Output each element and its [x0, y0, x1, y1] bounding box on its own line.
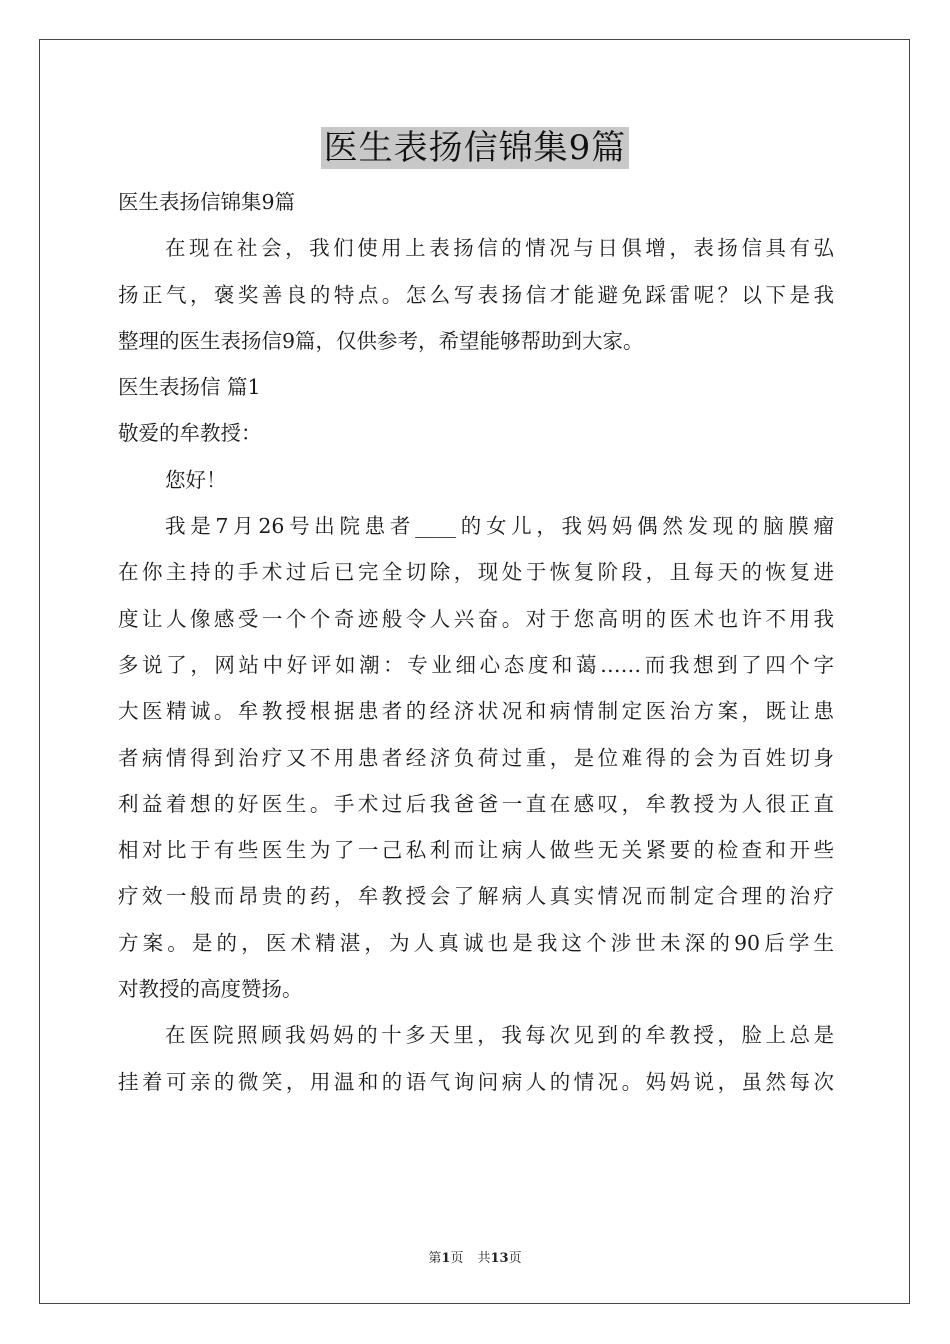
page-title: 医生表扬信锦集9篇: [321, 127, 630, 169]
text-line: 多说了，网站中好评如潮：专业细心态度和蔼……而我想到了四个字: [118, 652, 834, 677]
page-footer: [0, 1247, 950, 1266]
text-line: 挂着可亲的微笑，用温和的语气询问病人的情况。妈妈说，虽然每次: [118, 1069, 834, 1094]
text-line: 者病情得到治疗又不用患者经济负荷过重，是位难得的会为百姓切身: [118, 745, 834, 770]
text-line: 您好！: [165, 467, 227, 492]
text-line: 方案。是的，医术精湛，为人真诚也是我这个涉世未深的90后学生: [118, 930, 834, 955]
text-line: 我是7月26号出院患者____的女儿，我妈妈偶然发现的脑膜瘤: [165, 514, 834, 539]
text-line: 在你主持的手术过后已完全切除，现处于恢复阶段，且每天的恢复进: [118, 560, 834, 585]
document-body: [118, 179, 834, 1105]
title-container: [0, 127, 950, 169]
total-label-prefix: 共: [477, 1251, 491, 1266]
text-line: 疗效一般而昂贵的药，牟教授会了解病人真实情况而制定合理的治疗: [118, 884, 834, 909]
page-number: 1: [441, 1251, 451, 1266]
text-line: 度让人像感受一个个奇迹般令人兴奋。对于您高明的医术也许不用我: [118, 606, 834, 631]
text-line: 利益着想的好医生。手术过后我爸爸一直在感叹，牟教授为人很正直: [118, 791, 834, 816]
page-label-suffix: 页: [450, 1251, 464, 1266]
text-line: 大医精诚。牟教授根据患者的经济状况和病情制定医治方案，既让患: [118, 699, 834, 724]
text-line: 在现在社会，我们使用上表扬信的情况与日俱增，表扬信具有弘: [165, 236, 834, 261]
text-line: 医生表扬信 篇1: [118, 375, 261, 400]
page-label-prefix: 第: [428, 1251, 442, 1266]
text-line: 相对比于有些医生为了一己私利而让病人做些无关紧要的检查和开些: [118, 838, 834, 863]
text-line: 在医院照顾我妈妈的十多天里，我每次见到的牟教授，脸上总是: [165, 1023, 834, 1048]
total-pages: 13: [490, 1251, 509, 1266]
text-line: 扬正气，褒奖善良的特点。怎么写表扬信才能避免踩雷呢？以下是我: [118, 282, 834, 307]
text-line: 对教授的高度赞扬。: [118, 977, 303, 1002]
text-line: 敬爱的牟教授：: [118, 421, 262, 446]
total-label-suffix: 页: [508, 1251, 522, 1266]
text-line: 医生表扬信锦集9篇: [118, 190, 296, 214]
text-line: 整理的医生表扬信9篇，仅供参考，希望能够帮助到大家。: [118, 328, 644, 353]
